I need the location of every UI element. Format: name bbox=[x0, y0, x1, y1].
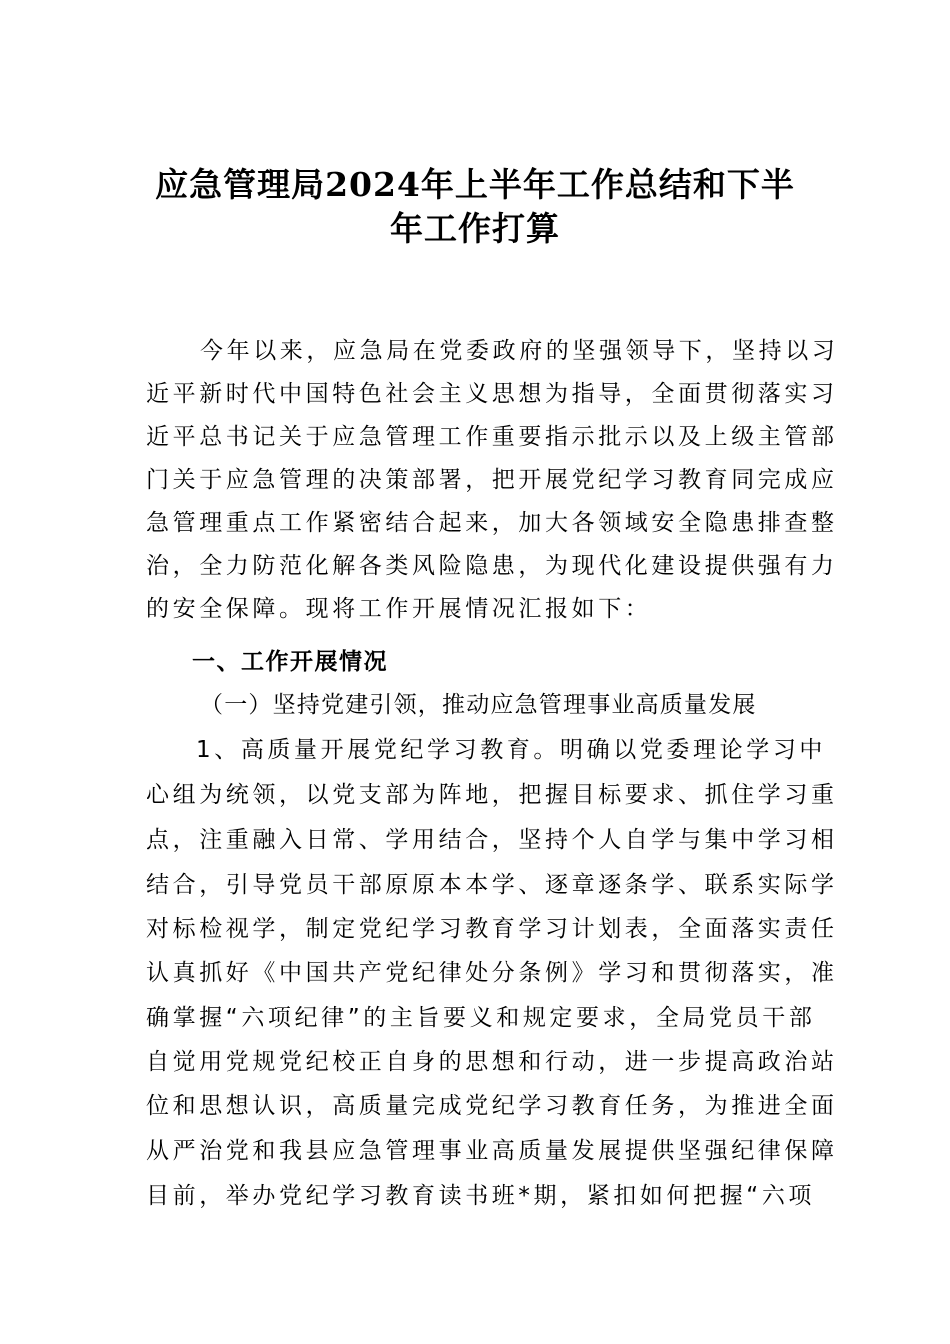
section-heading: 一、工作开展情况 bbox=[192, 649, 388, 675]
intro-line-3: 近平总书记关于应急管理工作重要指示批示以及上级主管部 bbox=[146, 424, 838, 450]
intro-line-2: 近平新时代中国特色社会主义思想为指导，全面贯彻落实习 bbox=[146, 381, 838, 407]
item-line-10: 从严治党和我县应急管理事业高质量发展提供坚强纪律保障 bbox=[146, 1138, 838, 1164]
intro-line-7: 的安全保障。现将工作开展情况汇报如下： bbox=[146, 596, 652, 622]
item-line-3: 点，注重融入日常、学用结合，坚持个人自学与集中学习相 bbox=[146, 827, 838, 853]
item-line-6: 认真抓好《中国共产党纪律处分条例》学习和贯彻落实，准 bbox=[146, 960, 838, 986]
item-line-11: 目前，举办党纪学习教育读书班*期，紧扣如何把握“六项 bbox=[146, 1183, 816, 1209]
item-line-8: 自觉用党规党纪校正自身的思想和行动，进一步提高政治站 bbox=[146, 1049, 838, 1075]
item-line-5: 对标检视学，制定党纪学习教育学习计划表，全面落实责任 bbox=[146, 916, 838, 942]
subsection-heading: （一）坚持党建引领，推动应急管理事业高质量发展 bbox=[200, 692, 757, 718]
item-line-1: 1、高质量开展党纪学习教育。明确以党委理论学习中 bbox=[196, 737, 827, 763]
intro-line-4: 门关于应急管理的决策部署，把开展党纪学习教育同完成应 bbox=[146, 467, 838, 493]
document-title-line-2: 年工作打算 bbox=[390, 209, 560, 248]
item-line-2: 心组为统领，以党支部为阵地，把握目标要求、抓住学习重 bbox=[146, 782, 838, 808]
item-line-7: 确掌握“六项纪律”的主旨要义和规定要求，全局党员干部 bbox=[146, 1005, 816, 1031]
item-line-9: 位和思想认识，高质量完成党纪学习教育任务，为推进全面 bbox=[146, 1093, 838, 1119]
item-line-4: 结合，引导党员干部原原本本学、逐章逐条学、联系实际学 bbox=[146, 872, 838, 898]
intro-line-6: 治，全力防范化解各类风险隐患，为现代化建设提供强有力 bbox=[146, 553, 838, 579]
intro-line-5: 急管理重点工作紧密结合起来，加大各领域安全隐患排查整 bbox=[146, 510, 838, 536]
document-title-line-1: 应急管理局2024年上半年工作总结和下半 bbox=[155, 165, 795, 204]
intro-line-1: 今年以来，应急局在党委政府的坚强领导下，坚持以习 bbox=[200, 338, 839, 364]
